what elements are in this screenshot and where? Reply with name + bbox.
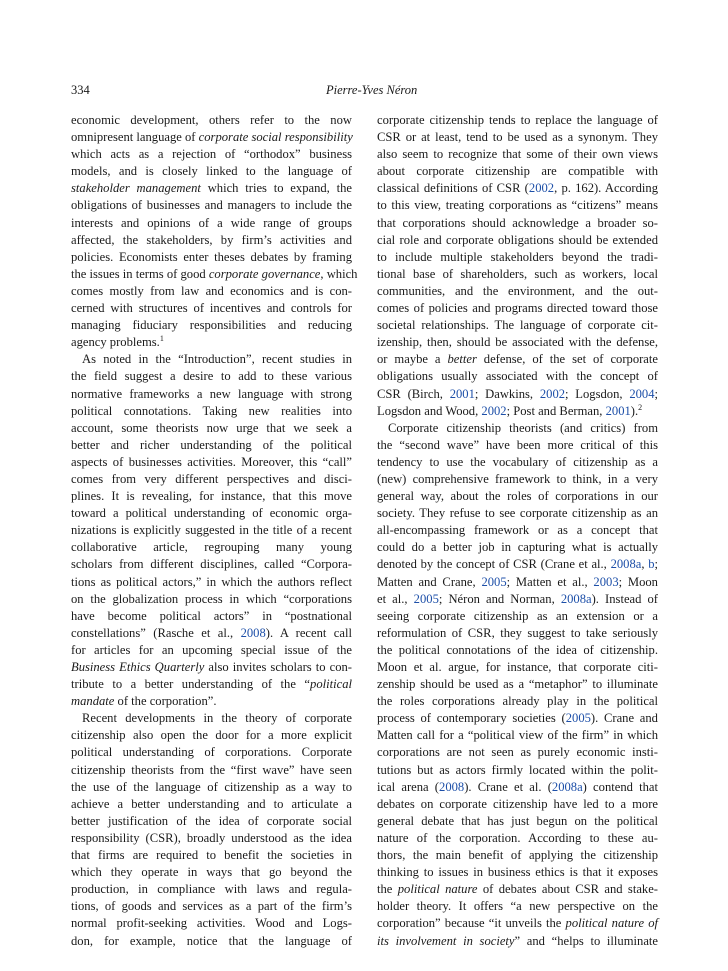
left-column-line: political connotations. Taking new realities into xyxy=(71,403,352,418)
right-column-line: general way, about the roles of corporations in our xyxy=(377,489,658,504)
right-column-line: tendency to use the vocabulary of citizenship as a xyxy=(377,454,658,469)
right-column-line: Matten and Crane, 2005; Matten et al., 2003; Moon xyxy=(377,574,658,589)
left-column-line: Recent developments in the theory of corporate xyxy=(82,711,352,726)
right-column-line: ical arena (2008). Crane et al. (2008a) contend that xyxy=(377,779,658,794)
right-column-line: izenship, then, should be associated with the defense, xyxy=(377,335,658,350)
right-column-line: seeing corporate citizenship as an extension or a xyxy=(377,608,658,623)
left-column-line: which acts as a rejection of “orthodox” business xyxy=(71,147,352,162)
right-column-line: society. They refuse to see corporate citizenship as an xyxy=(377,506,658,521)
right-column-line: classical definitions of CSR (2002, p. 162). According xyxy=(377,181,659,196)
running-title: Pierre-Yves Néron xyxy=(326,83,418,97)
left-column-line: production, in compliance with laws and regula- xyxy=(71,882,352,897)
right-column-line: Matten call for a “political view of the firm” in which xyxy=(377,728,658,743)
right-column-line: the roles corporations already play in the political xyxy=(377,694,658,709)
left-column-line: scholars from different disciplines, called “Corpora- xyxy=(71,557,352,572)
right-column-line: CSR or at least, tend to be used as a synonym. They xyxy=(377,130,658,145)
left-column-line: plines. It is revealing, for instance, that this move xyxy=(71,489,352,504)
left-column-line: political understanding of corporations. Corporate xyxy=(71,745,352,760)
right-column-line: nature of the corporation. According to these au- xyxy=(377,830,658,845)
left-column-line: constellations” (Rasche et al., 2008). A recent call xyxy=(71,625,352,640)
left-column-line: cerned with structures of incentives and controls for xyxy=(71,301,352,316)
left-column-line: comes mostly from law and economics and is con- xyxy=(71,283,352,298)
right-column-line: tutions but as actors firmly located within the polit- xyxy=(377,762,658,777)
right-column-line: cial role and corporate obligations should be extended xyxy=(377,232,658,247)
left-column-line: better justification of the idea of corporate social xyxy=(71,813,352,828)
right-column-line: thinking to issues in business ethics is that it exposes xyxy=(377,865,658,880)
left-column-line: which they operate in ways that go beyond the xyxy=(71,865,352,880)
left-column-line: policies. Economists enter theses debates by framing xyxy=(71,249,352,264)
right-column-line: Moon et al. argue, for instance, that corporate citi- xyxy=(377,660,658,674)
right-column xyxy=(377,112,658,950)
right-column-line: to include multiple stakeholders beyond the tradi- xyxy=(377,249,658,264)
right-column-line: the political connotations of the idea of citizenship. xyxy=(377,642,658,657)
page-number: 334 xyxy=(71,83,90,97)
right-column-line: all-encompassing framework or as a concept that xyxy=(377,523,658,538)
right-column-line: that corporations should acknowledge a broader so- xyxy=(377,215,658,230)
left-column-line: that firms are required to benefit the societies in xyxy=(71,848,352,863)
left-column-line: agency problems.$^1$ xyxy=(71,334,164,350)
left-column-line: managing fiduciary responsibilities and reducing xyxy=(71,318,352,333)
left-column-line: interests and opinions of a wide range of groups xyxy=(71,215,352,230)
left-column-line: normative frameworks a new language with strong xyxy=(71,386,352,401)
right-column-line: (new) comprehensive framework to think, in a very xyxy=(377,471,658,486)
right-column-line: tional base of shareholders, such as workers, local xyxy=(377,266,658,281)
left-column-line: collaborative article, regrouping many young xyxy=(71,540,352,555)
left-column-line: affected, the stakeholders, by firm’s activities and xyxy=(71,232,352,247)
left-column-line: mandate of the corporation”. xyxy=(71,694,217,709)
left-column-line: the issues in terms of good corporate governance, which xyxy=(71,266,358,281)
right-column-line: corporate citizenship tends to replace the language of xyxy=(377,113,658,127)
left-column-line: better and richer understanding of the political xyxy=(71,437,352,452)
right-column-line: Logsdon and Wood, 2002; Post and Berman, 2001).$^2$ xyxy=(377,402,643,418)
left-column-line: account, some theorists now urge that we seek a xyxy=(71,420,352,435)
right-column-line: also seem to recognize that some of their own views xyxy=(377,147,658,162)
left-column-line: nizations is explicitly suggested in the title of a recent xyxy=(71,523,352,538)
left-column-line: responsibility (CSR), broadly understood as the idea xyxy=(71,830,352,845)
left-column-line: achieve a better understanding and to articulate a xyxy=(71,796,352,811)
right-column-line: to this view, treating corporations as “citizens” means xyxy=(377,198,658,213)
right-column-line: CSR (Birch, 2001; Dawkins, 2002; Logsdon, 2004; xyxy=(377,386,658,401)
left-column-line: aspects of businesses activities. Moreover, this “call” xyxy=(71,454,352,469)
left-column-line: omnipresent language of corporate social responsibility xyxy=(71,130,353,145)
right-column-line: reformulation of CSR, they suggest to take seriously xyxy=(377,625,658,640)
right-column-line: could do a better job in capturing what is actually xyxy=(377,540,658,555)
left-column-line: have become political actors” in “postnational xyxy=(71,608,352,623)
right-column-line: corporations are not seen as purely economic insti- xyxy=(377,745,658,760)
left-column-line: on the globalization process in which “corporations xyxy=(71,591,352,606)
left-column xyxy=(71,112,358,950)
right-column-line: communities, and the environment, and the out- xyxy=(377,283,658,298)
right-column-line: obligations usually associated with the concept of xyxy=(377,369,658,384)
left-column-line: citizenship also open the door for a more explicit xyxy=(71,728,352,743)
left-column-line: stakeholder management which tries to expand, the xyxy=(71,181,352,196)
left-column-line: Business Ethics Quarterly also invites scholars to con- xyxy=(71,660,352,674)
right-column-line: thors, the main benefit of applying the citizenship xyxy=(377,848,658,863)
left-column-line: for articles for an upcoming special issue of the xyxy=(71,642,352,657)
right-column-line: corporation” because “it unveils the political nature of xyxy=(377,916,659,931)
right-column-line: holder theory. It offers “a new perspective on the xyxy=(377,899,658,914)
left-column-line: the use of the language of citizenship as a way to xyxy=(71,779,352,794)
right-column-line: comes of policies and programs directed toward those xyxy=(377,301,658,316)
left-column-line: citizenship theorists from the “first wave” have seen xyxy=(71,762,352,777)
right-column-line: process of contemporary societies (2005). Crane and xyxy=(377,711,658,726)
running-head xyxy=(71,83,657,99)
right-column-line: et al., 2005; Néron and Norman, 2008a). Instead of xyxy=(377,591,659,606)
right-column-line: debates on corporate citizenship have led to a more xyxy=(377,796,658,811)
right-column-line: the “second wave” have been more critical of this xyxy=(377,437,658,452)
left-column-line: don, for example, notice that the language of xyxy=(71,933,352,948)
left-column-line: tribute to a better understanding of the “political xyxy=(71,677,352,692)
left-column-line: economic development, others refer to the now xyxy=(71,113,352,127)
right-column-line: general debate that has just begun on the political xyxy=(377,813,658,828)
right-column-line: its involvement in society” and “helps to illuminate xyxy=(377,933,658,948)
right-column-line: or maybe a better defense, of the set of corporate xyxy=(377,352,658,367)
left-column-line: normal profit-seeking activities. Wood and Logs- xyxy=(71,916,352,931)
left-column-line: models, and is closely linked to the language of xyxy=(71,164,352,179)
right-column-line: societal relationships. The language of corporate cit- xyxy=(377,318,658,333)
left-column-line: tions, of goods and services as a part of the firm’s xyxy=(71,899,352,914)
right-column-line: denoted by the concept of CSR (Crane et al., 2008a, b; xyxy=(377,557,659,572)
right-column-line: Corporate citizenship theorists (and critics) from xyxy=(388,420,658,435)
left-column-line: As noted in the “Introduction”, recent studies in xyxy=(82,352,352,367)
right-column-line: about corporate citizenship are compatible with xyxy=(377,164,658,179)
right-column-line: the political nature of debates about CSR and stake- xyxy=(377,882,658,897)
left-column-line: tions as political actors,” in which the authors reflect xyxy=(71,574,352,589)
left-column-line: toward a political understanding of economic orga- xyxy=(71,506,352,521)
left-column-line: comes from very different perspectives and disci- xyxy=(71,471,352,486)
right-column-line: zenship should be used as a “metaphor” to illuminate xyxy=(377,677,658,692)
left-column-line: the field suggest a desire to add to these various xyxy=(71,369,352,384)
left-column-line: obligations of businesses and managers to include the xyxy=(71,198,352,213)
